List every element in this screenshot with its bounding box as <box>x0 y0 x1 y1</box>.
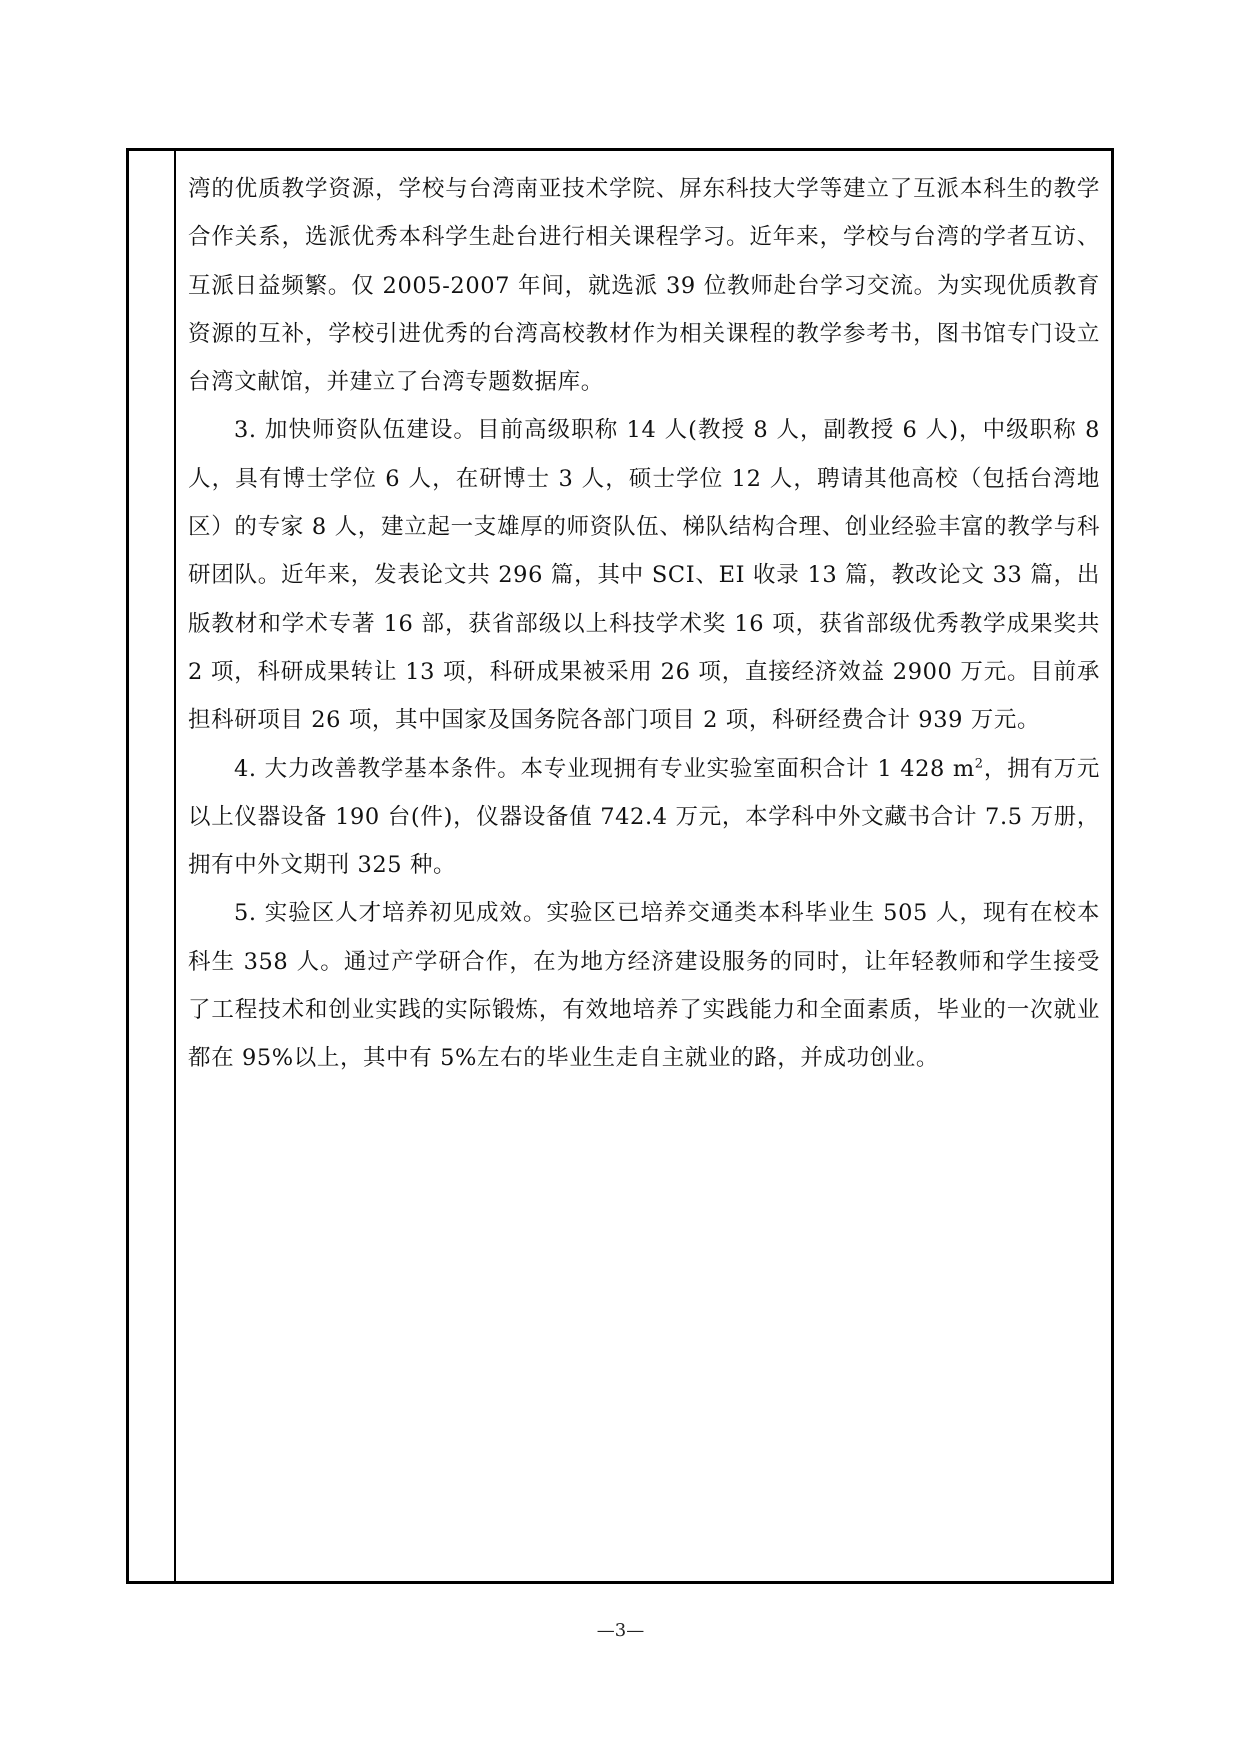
paragraph-teaching-conditions <box>188 745 1100 890</box>
teaching-conditions-text-start: 4. 大力改善教学基本条件。本专业现拥有专业实验室面积合计 1 428 m <box>234 755 975 782</box>
teaching-conditions-text-end: ，拥有万元以上仪器设备 190 台(件)，仪器设备值 742.4 万元，本学科中外文藏书合计 7.5 万册，拥有中外文期刊 325 种。 <box>188 755 1100 879</box>
paragraph-talent-cultivation: 5. 实验区人才培养初见成效。实验区已培养交通类本科毕业生 505 人，现有在校本科生 358 人。通过产学研合作，在为地方经济建设服务的同时，让年轻教师和学生接受了工程技术和创业实践的实际锻炼，有效地培养了实践能力和全面素质，毕业的一次就业都在 95%以上，其中有 5%左右的毕业生走自主就业的路，并成功创业。 <box>188 900 1100 1072</box>
document-body <box>188 165 1100 1083</box>
table-column-divider <box>174 148 176 1584</box>
paragraph-taiwan-cooperation: 湾的优质教学资源，学校与台湾南亚技术学院、屏东科技大学等建立了互派本科生的教学合作关系，选派优秀本科学生赴台进行相关课程学习。近年来，学校与台湾的学者互访、互派日益频繁。仅 2005-2007 年间，就选派 39 位教师赴台学习交流。为实现优质教育资源的互补，学校引进优秀的台湾高校教材作为相关课程的教学参考书，图书馆专门设立台湾文献馆，并建立了台湾专题数据库。 <box>188 176 1100 396</box>
page-number: —3— <box>596 1620 645 1641</box>
area-unit-superscript: 2 <box>974 756 984 772</box>
paragraph-faculty-building: 3. 加快师资队伍建设。目前高级职称 14 人(教授 8 人，副教授 6 人)，中级职称 8 人，具有博士学位 6 人，在研博士 3 人，硕士学位 12 人，聘请其他高校（包括台湾地区）的专家 8 人，建立起一支雄厚的师资队伍、梯队结构合理、创业经验丰富的教学与科研团队。近年来，发表论文共 296 篇，其中 SCI、EI 收录 13 篇，教改论文 33 篇，出版教材和学术专著 16 部，获省部级以上科技学术奖 16 项，获省部级优秀教学成果奖共 2 项，科研成果转让 13 项，科研成果被采用 26 项，直接经济效益 2900 万元。目前承担科研项目 26 项，其中国家及国务院各部门项目 2 项，科研经费合计 939 万元。 <box>188 417 1100 734</box>
